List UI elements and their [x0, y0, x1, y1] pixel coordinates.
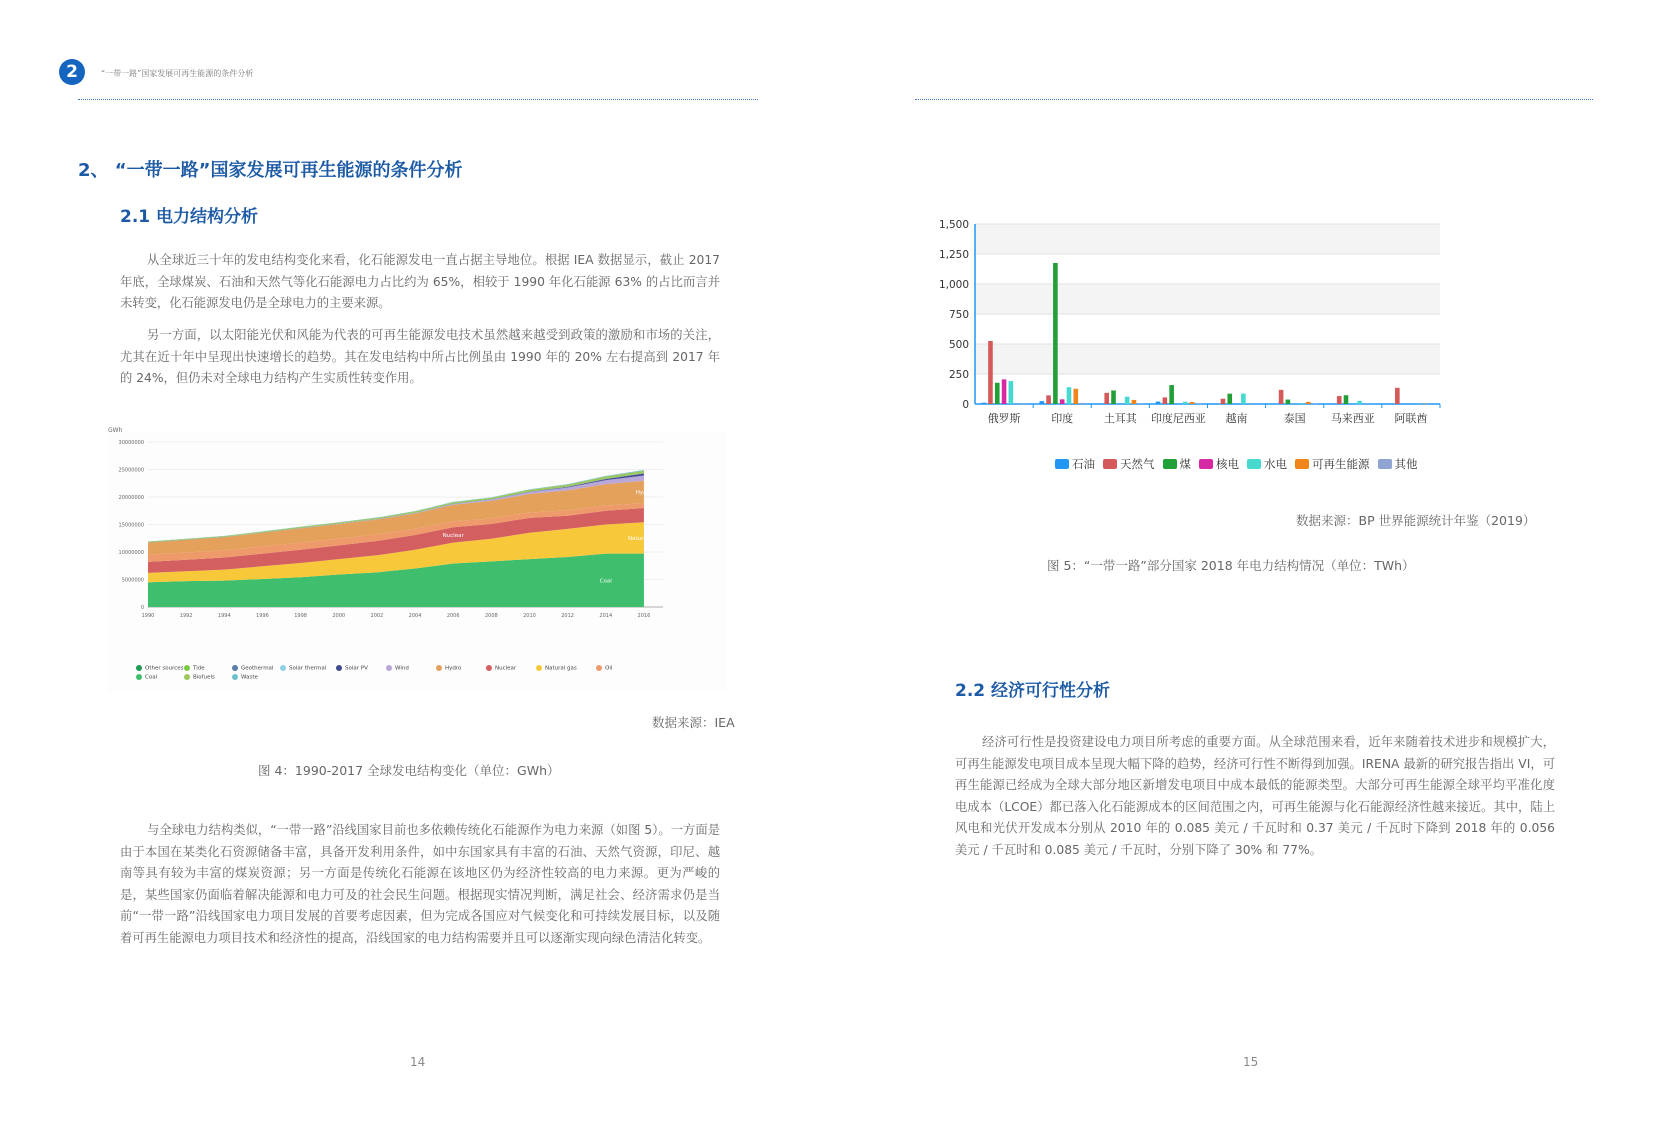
bar-4-4: [1241, 394, 1246, 404]
figure-4-caption: 图 4：1990-2017 全球发电结构变化（单位：GWh）: [258, 763, 560, 778]
legend-swatch: [386, 665, 392, 671]
bar-1-3: [1060, 399, 1065, 404]
area-x-tick-label: 1990: [141, 613, 155, 619]
bar-4-2: [1227, 394, 1232, 404]
bar-0-6: [1022, 403, 1027, 404]
area-y-tick-label: 30000000: [118, 440, 144, 446]
bar-y-tick-label: 250: [948, 369, 969, 381]
bar-2-2: [1111, 390, 1116, 404]
paragraph-3: 与全球电力结构类似，“一带一路”沿线国家目前也多依赖传统化石能源作为电力来源（如图 5）。一方面是由于本国在某类化石资源储备丰富，具备开发利用条件，如中东国家具有丰富的石油、天然气资源，印尼、越南等具有较为丰富的煤炭资源；另一方面是传统化石能源在该地区仍为经济性较高的电力来源。更为严峻的是，某些国家仍面临着解决能源和电力可及的社会民生问题。根据现实情况判断，满足社会、经济需求仍是当前“一带一路”沿线国家电力项目发展的首要考虑因素，但为完成各国应对气候变化和可持续发展目标，以及随着可再生能源电力项目技术和经济性的提高，沿线国家的电力结构需要并且可以逐渐实现向绿色清洁化转变。: [120, 823, 720, 945]
figure-5-caption: 图 5：“一带一路”部分国家 2018 年电力结构情况（单位：TWh）: [1047, 558, 1415, 573]
legend-label: 可再生能源: [1312, 457, 1370, 471]
figure-4-source: 数据来源：IEA: [652, 715, 735, 730]
bar-3-5: [1190, 402, 1195, 404]
area-legend-item: [136, 665, 184, 672]
bar-1-2: [1053, 263, 1058, 404]
bar-2-5: [1132, 400, 1137, 404]
area-legend-item: [184, 674, 215, 681]
legend-swatch: [1163, 459, 1177, 469]
area-chart-ylabel: GWh: [108, 427, 123, 434]
page-number-right: 15: [1243, 1055, 1259, 1069]
bar-5-4: [1299, 403, 1304, 404]
area-legend-item: [184, 665, 205, 672]
bar-1-4: [1067, 387, 1072, 404]
bar-chart-svg: [930, 219, 1550, 464]
area-y-tick-label: 15000000: [118, 522, 144, 529]
area-chart-svg: [108, 427, 726, 662]
legend-label: 煤: [1179, 457, 1191, 471]
legend-label: 石油: [1072, 457, 1095, 471]
area-legend-item: [280, 665, 326, 672]
legend-swatch: [1055, 459, 1069, 469]
legend-label: 其他: [1394, 457, 1418, 471]
legend-label: Coal: [145, 674, 158, 681]
bar-y-tick-label: 500: [948, 339, 969, 351]
legend-swatch: [136, 674, 142, 680]
legend-label: Biofuels: [193, 674, 215, 681]
bar-legend-item: [1199, 456, 1239, 472]
legend-label: 天然气: [1120, 457, 1155, 471]
running-header: “一带一路”国家发展可再生能源的条件分析: [101, 69, 254, 78]
area-x-tick-label: 2010: [523, 613, 536, 619]
bar-3-4: [1183, 402, 1188, 404]
legend-swatch: [1295, 459, 1309, 469]
area-x-tick-label: 2004: [408, 613, 422, 619]
figure-4-area-chart: [108, 427, 726, 692]
legend-label: Nuclear: [495, 665, 517, 672]
bar-1-0: [1039, 401, 1044, 404]
legend-swatch: [1247, 459, 1261, 469]
bar-2-4: [1125, 397, 1130, 404]
bar-category-label: 印度尼西亚: [1150, 412, 1206, 425]
subsection-title-2-1: 2.1 电力结构分析: [120, 207, 259, 227]
paragraph-2: 另一方面，以太阳能光伏和风能为代表的可再生能源发电技术虽然越来越受到政策的激励和市场的关注，尤其在近十年中呈现出快速增长的趋势。其在发电结构中所占比例虽由 1990 年的 20% 左右提高到 2017 年的 24%，但仍未对全球电力结构产生实质性转变作用。: [120, 328, 720, 385]
bar-legend-item: [1295, 456, 1370, 472]
legend-label: Solar thermal: [289, 665, 327, 672]
area-legend-item: [596, 665, 612, 672]
bar-y-tick-label: 1,500: [938, 219, 969, 231]
bar-2-1: [1104, 393, 1109, 404]
legend-swatch: [486, 665, 492, 671]
bar-6-4: [1357, 401, 1362, 404]
legend-label: Tide: [193, 665, 205, 672]
area-x-tick-label: 2012: [561, 613, 574, 619]
bar-category-label: 印度: [1051, 412, 1074, 425]
bar-3-1: [1163, 397, 1168, 404]
area-legend-item: [232, 665, 273, 672]
bar-category-label: 泰国: [1283, 412, 1306, 425]
legend-label: Waste: [241, 674, 258, 681]
legend-label: Solar PV: [345, 665, 368, 672]
bar-6-1: [1337, 396, 1342, 404]
bar-legend-item: [1103, 456, 1155, 472]
bar-3-2: [1169, 385, 1174, 404]
paragraph-1: 从全球近三十年的发电结构变化来看，化石能源发电一直占据主导地位。根据 IEA 数据显示，截止 2017 年底，全球煤炭、石油和天然气等化石能源电力占比约为 65%，相较于 1990 年化石能源 63% 的占比而言并未转变，化石能源发电仍是全球电力的主要来源。: [120, 253, 720, 310]
area-legend-item: [336, 665, 368, 672]
bar-0-2: [995, 383, 1000, 404]
area-legend-item: [436, 665, 461, 672]
bar-category-label: 土耳其: [1103, 412, 1137, 425]
area-legend-item: [536, 665, 577, 672]
bar-1-5: [1073, 389, 1078, 404]
bar-grid-band: [975, 284, 1440, 314]
legend-label: Natural gas: [545, 665, 577, 672]
area-legend-item: [486, 665, 516, 672]
area-x-tick-label: 2008: [484, 613, 498, 619]
legend-swatch: [436, 665, 442, 671]
area-legend-item: [136, 674, 157, 681]
legend-swatch: [596, 665, 602, 671]
bar-y-tick-label: 1,250: [938, 249, 969, 261]
area-legend-item: [232, 674, 258, 681]
legend-label: Hydro: [445, 665, 462, 672]
area-x-tick-label: 1992: [179, 613, 193, 619]
bar-legend-item: [1247, 456, 1287, 472]
area-label-nuclear: Nuclear: [442, 532, 464, 539]
area-x-tick-label: 2014: [599, 613, 613, 619]
area-y-tick-label: 20000000: [118, 495, 144, 501]
area-x-tick-label: 2002: [370, 613, 384, 619]
legend-swatch: [232, 665, 238, 671]
legend-label: 水电: [1264, 457, 1287, 471]
legend-swatch: [1378, 459, 1392, 469]
bar-category-label: 马来西亚: [1330, 412, 1375, 425]
bar-0-1: [988, 341, 993, 404]
legend-label: Oil: [605, 665, 613, 672]
bar-grid-band: [975, 344, 1440, 374]
bar-legend-item: [1163, 456, 1192, 472]
legend-swatch: [1199, 459, 1213, 469]
area-x-tick-label: 2006: [446, 613, 460, 619]
bar-1-6: [1080, 403, 1085, 404]
legend-swatch: [232, 674, 238, 680]
bar-7-1: [1395, 388, 1400, 404]
bar-3-0: [1156, 402, 1161, 404]
legend-swatch: [336, 665, 342, 671]
bar-4-1: [1221, 399, 1226, 404]
area-y-tick-label: 5000000: [121, 577, 144, 584]
paragraph-4: 经济可行性是投资建设电力项目所考虑的重要方面。从全球范围来看，近年来随着技术进步和规模扩大，可再生能源发电项目成本呈现大幅下降的趋势，经济可行性不断得到加强。IRENA 最新的研究报告指出 VI，可再生能源已经成为全球大部分地区新增发电项目中成本最低的能源类型。大部分可再生能源全球平均平准化度电成本（LCOE）都已落入化石能源成本的区间范围之内，可再生能源与化石能源经济性越来接近。其中，陆上风电和光伏开发成本分别从 2010 年的 0.085 美元 / 千瓦时和 0.37 美元 / 千瓦时下降到 2018 年的 0.056 美元 / 千瓦时和 0.085 美元 / 千瓦时，分别下降了 30% 和 77%。: [955, 735, 1555, 857]
figure-5-bar-chart: [930, 219, 1550, 484]
bar-0-0: [981, 403, 986, 404]
page-number-left: 14: [410, 1055, 426, 1069]
area-y-tick-label: 10000000: [118, 550, 144, 556]
bar-legend-item: [1378, 456, 1418, 472]
bar-5-5: [1306, 402, 1311, 404]
area-y-tick-label: 25000000: [118, 467, 144, 474]
subsection-title-2-2: 2.2 经济可行性分析: [955, 681, 1111, 701]
bar-grid-band: [975, 224, 1440, 254]
header-rule-right: [915, 99, 1593, 100]
area-x-tick-label: 1996: [256, 613, 269, 619]
area-x-tick-label: 1994: [217, 613, 231, 619]
area-y-tick-label: 0: [140, 605, 144, 611]
figure-5-source: 数据来源：BP 世界能源统计年鉴（2019）: [1296, 513, 1536, 528]
legend-swatch: [184, 665, 190, 671]
legend-swatch: [1103, 459, 1117, 469]
area-x-tick-label: 2016: [637, 613, 651, 619]
legend-label: Wind: [395, 665, 409, 672]
section-title: 2、 “一带一路”国家发展可再生能源的条件分析: [78, 160, 463, 181]
bar-0-3: [1002, 379, 1007, 404]
bar-y-tick-label: 1,000: [938, 279, 969, 291]
bar-5-1: [1279, 390, 1284, 404]
legend-swatch: [280, 665, 286, 671]
legend-swatch: [136, 665, 142, 671]
header-rule: [78, 99, 758, 100]
area-label-hydro: Hydro: [635, 490, 653, 497]
area-label-natural-gas: Natural gas: [628, 535, 660, 542]
bar-category-label: 俄罗斯: [987, 412, 1021, 425]
bar-1-1: [1046, 395, 1051, 404]
legend-label: Other sources: [145, 665, 184, 672]
legend-swatch: [536, 665, 542, 671]
area-x-tick-label: 2000: [332, 613, 346, 619]
legend-swatch: [184, 674, 190, 680]
area-label-coal: Coal: [599, 578, 612, 585]
bar-category-label: 阿联酋: [1394, 412, 1428, 425]
bar-5-2: [1286, 400, 1291, 404]
bar-y-tick-label: 0: [962, 399, 969, 411]
area-legend-item: [386, 665, 409, 672]
bar-category-label: 越南: [1225, 412, 1248, 425]
legend-label: 核电: [1216, 457, 1239, 471]
chapter-badge: 2: [59, 59, 85, 85]
bar-chart-legend: [1055, 456, 1426, 472]
bar-6-2: [1344, 395, 1349, 404]
bar-0-4: [1009, 381, 1014, 404]
legend-label: Geothermal: [241, 665, 274, 672]
area-x-tick-label: 1998: [294, 613, 307, 619]
bar-legend-item: [1055, 456, 1095, 472]
bar-y-tick-label: 750: [948, 309, 969, 321]
